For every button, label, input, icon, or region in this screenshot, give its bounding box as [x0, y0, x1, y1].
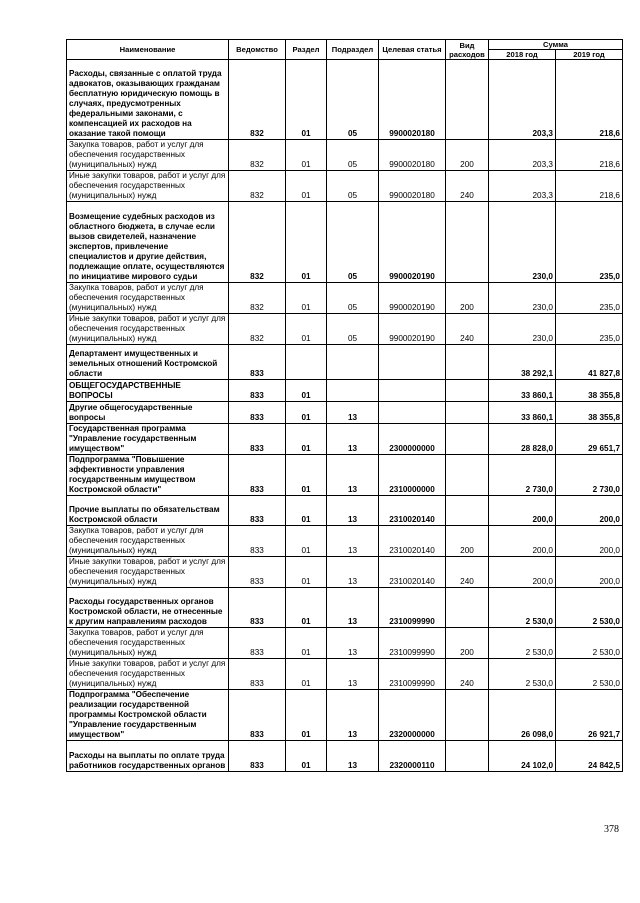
cell-2018: 230,0	[489, 283, 556, 314]
cell-2019: 24 842,5	[556, 741, 623, 772]
cell-2018: 200,0	[489, 526, 556, 557]
cell-name: Расходы на выплаты по оплате труда работников государственных органов	[67, 741, 229, 772]
cell-article: 2310020140	[379, 526, 446, 557]
cell-2018: 33 860,1	[489, 380, 556, 402]
col-header-subsection: Подраздел	[327, 40, 379, 60]
cell-subsection: 13	[327, 659, 379, 690]
cell-article: 9900020190	[379, 314, 446, 345]
cell-name: Возмещение судебных расходов из областного бюджета, в случае если вызов свидетелей, назначение экспертов, привлечение специалистов и другие действия, подлежащие оплате, осуществляются по инициативе мирового судьи	[67, 202, 229, 283]
cell-subsection: 05	[327, 283, 379, 314]
cell-article: 2310099990	[379, 659, 446, 690]
cell-2019: 41 827,8	[556, 345, 623, 380]
cell-2018: 203,3	[489, 171, 556, 202]
cell-2018: 230,0	[489, 202, 556, 283]
cell-expense-type	[446, 588, 489, 628]
cell-2018: 2 530,0	[489, 659, 556, 690]
cell-section	[286, 345, 327, 380]
table-row	[67, 140, 623, 171]
table-row	[67, 557, 623, 588]
col-header-section: Раздел	[286, 40, 327, 60]
cell-expense-type	[446, 380, 489, 402]
col-header-2019: 2019 год	[556, 50, 623, 60]
cell-subsection: 13	[327, 588, 379, 628]
cell-2018: 28 828,0	[489, 424, 556, 455]
cell-expense-type	[446, 455, 489, 496]
cell-dept: 833	[229, 557, 286, 588]
table-row	[67, 283, 623, 314]
cell-section: 01	[286, 588, 327, 628]
cell-section: 01	[286, 380, 327, 402]
cell-article: 2310099990	[379, 628, 446, 659]
cell-article: 2310000000	[379, 455, 446, 496]
cell-expense-type: 240	[446, 171, 489, 202]
page-number: 378	[604, 824, 619, 835]
cell-name: Подпрограмма "Повышение эффективности управления государственным имуществом Костромской области"	[67, 455, 229, 496]
cell-name: Государственная программа "Управление государственным имуществом"	[67, 424, 229, 455]
table-row	[67, 380, 623, 402]
table-row	[67, 202, 623, 283]
table-row	[67, 60, 623, 140]
cell-2019: 235,0	[556, 202, 623, 283]
table-body	[67, 60, 623, 772]
table-row	[67, 345, 623, 380]
cell-subsection: 05	[327, 60, 379, 140]
cell-section: 01	[286, 283, 327, 314]
cell-expense-type	[446, 690, 489, 741]
cell-section: 01	[286, 424, 327, 455]
cell-dept: 832	[229, 283, 286, 314]
cell-subsection: 13	[327, 628, 379, 659]
cell-name: Закупка товаров, работ и услуг для обеспечения государственных (муниципальных) нужд	[67, 628, 229, 659]
cell-name: Закупка товаров, работ и услуг для обеспечения государственных (муниципальных) нужд	[67, 140, 229, 171]
table-row	[67, 424, 623, 455]
cell-2019: 2 530,0	[556, 659, 623, 690]
table-row	[67, 496, 623, 526]
cell-subsection: 13	[327, 424, 379, 455]
cell-dept: 832	[229, 60, 286, 140]
cell-subsection	[327, 380, 379, 402]
cell-2018: 26 098,0	[489, 690, 556, 741]
table-row	[67, 741, 623, 772]
cell-subsection: 13	[327, 455, 379, 496]
cell-name: Иные закупки товаров, работ и услуг для обеспечения государственных (муниципальных) нужд	[67, 659, 229, 690]
col-header-expense-type: Вид расходов	[446, 40, 489, 60]
table-row	[67, 314, 623, 345]
cell-subsection: 05	[327, 140, 379, 171]
cell-2019: 218,6	[556, 171, 623, 202]
cell-2019: 235,0	[556, 283, 623, 314]
cell-2019: 38 355,8	[556, 402, 623, 424]
cell-article: 2300000000	[379, 424, 446, 455]
cell-subsection: 13	[327, 690, 379, 741]
cell-2018: 2 530,0	[489, 628, 556, 659]
cell-section: 01	[286, 60, 327, 140]
cell-dept: 833	[229, 588, 286, 628]
cell-2018: 2 530,0	[489, 588, 556, 628]
col-header-dept: Ведомство	[229, 40, 286, 60]
cell-name: Иные закупки товаров, работ и услуг для обеспечения государственных (муниципальных) нужд	[67, 314, 229, 345]
cell-2019: 235,0	[556, 314, 623, 345]
cell-2019: 218,6	[556, 140, 623, 171]
cell-article: 9900020190	[379, 202, 446, 283]
cell-subsection: 13	[327, 526, 379, 557]
cell-name: Подпрограмма "Обеспечение реализации государственной программы Костромской области "Управление государственным имуществом"	[67, 690, 229, 741]
cell-2018: 33 860,1	[489, 402, 556, 424]
cell-section: 01	[286, 455, 327, 496]
cell-dept: 833	[229, 496, 286, 526]
cell-dept: 833	[229, 526, 286, 557]
cell-section: 01	[286, 314, 327, 345]
cell-subsection: 13	[327, 496, 379, 526]
table-header	[67, 40, 623, 60]
table-row	[67, 588, 623, 628]
table-row	[67, 659, 623, 690]
cell-name: Другие общегосударственные вопросы	[67, 402, 229, 424]
cell-section: 01	[286, 171, 327, 202]
cell-dept: 833	[229, 380, 286, 402]
cell-dept: 833	[229, 690, 286, 741]
cell-2019: 2 730,0	[556, 455, 623, 496]
cell-name: Департамент имущественных и земельных отношений Костромской области	[67, 345, 229, 380]
cell-dept: 832	[229, 140, 286, 171]
cell-expense-type	[446, 496, 489, 526]
table-row	[67, 690, 623, 741]
cell-subsection: 05	[327, 202, 379, 283]
cell-2018: 2 730,0	[489, 455, 556, 496]
cell-dept: 832	[229, 171, 286, 202]
cell-section: 01	[286, 202, 327, 283]
cell-expense-type	[446, 345, 489, 380]
cell-article: 9900020190	[379, 283, 446, 314]
cell-article: 2310099990	[379, 588, 446, 628]
cell-2019: 38 355,8	[556, 380, 623, 402]
cell-article: 2320000110	[379, 741, 446, 772]
cell-2018: 38 292,1	[489, 345, 556, 380]
cell-subsection: 05	[327, 314, 379, 345]
cell-section: 01	[286, 741, 327, 772]
cell-section: 01	[286, 557, 327, 588]
cell-name: Расходы, связанные с оплатой труда адвокатов, оказывающих гражданам бесплатную юридическую помощь в случаях, предусмотренных федеральными законами, с компенсацией их расходов на оказание такой помощи	[67, 60, 229, 140]
cell-section: 01	[286, 659, 327, 690]
cell-name: Закупка товаров, работ и услуг для обеспечения государственных (муниципальных) нужд	[67, 283, 229, 314]
cell-article: 9900020180	[379, 60, 446, 140]
cell-2018: 203,3	[489, 60, 556, 140]
cell-2019: 29 651,7	[556, 424, 623, 455]
col-header-sum: Сумма	[489, 40, 623, 50]
cell-dept: 833	[229, 741, 286, 772]
cell-name: Расходы государственных органов Костромской области, не отнесенные к другим направлениям расходов	[67, 588, 229, 628]
cell-2019: 2 530,0	[556, 588, 623, 628]
cell-2018: 203,3	[489, 140, 556, 171]
cell-2019: 2 530,0	[556, 628, 623, 659]
cell-section: 01	[286, 496, 327, 526]
cell-name: Закупка товаров, работ и услуг для обеспечения государственных (муниципальных) нужд	[67, 526, 229, 557]
cell-section: 01	[286, 526, 327, 557]
cell-expense-type: 240	[446, 314, 489, 345]
cell-dept: 833	[229, 455, 286, 496]
col-header-2018: 2018 год	[489, 50, 556, 60]
cell-2019: 218,6	[556, 60, 623, 140]
cell-subsection	[327, 345, 379, 380]
budget-table	[66, 39, 623, 772]
cell-expense-type: 200	[446, 628, 489, 659]
cell-dept: 833	[229, 659, 286, 690]
cell-expense-type: 200	[446, 140, 489, 171]
cell-section: 01	[286, 690, 327, 741]
cell-section: 01	[286, 140, 327, 171]
cell-expense-type: 200	[446, 526, 489, 557]
cell-2019: 200,0	[556, 526, 623, 557]
cell-article: 2310020140	[379, 496, 446, 526]
cell-section: 01	[286, 402, 327, 424]
cell-2019: 26 921,7	[556, 690, 623, 741]
cell-name: Иные закупки товаров, работ и услуг для обеспечения государственных (муниципальных) нужд	[67, 171, 229, 202]
cell-subsection: 13	[327, 557, 379, 588]
cell-subsection: 05	[327, 171, 379, 202]
cell-2018: 24 102,0	[489, 741, 556, 772]
cell-expense-type	[446, 424, 489, 455]
cell-dept: 833	[229, 345, 286, 380]
cell-dept: 832	[229, 314, 286, 345]
cell-expense-type	[446, 402, 489, 424]
table-row	[67, 628, 623, 659]
cell-article: 2320000000	[379, 690, 446, 741]
cell-dept: 832	[229, 202, 286, 283]
col-header-article: Целевая статья	[379, 40, 446, 60]
cell-expense-type: 200	[446, 283, 489, 314]
cell-expense-type	[446, 741, 489, 772]
cell-2019: 200,0	[556, 557, 623, 588]
table-row	[67, 526, 623, 557]
cell-subsection: 13	[327, 741, 379, 772]
cell-dept: 833	[229, 424, 286, 455]
cell-2018: 200,0	[489, 557, 556, 588]
cell-expense-type: 240	[446, 659, 489, 690]
cell-2018: 200,0	[489, 496, 556, 526]
table-row	[67, 402, 623, 424]
cell-article	[379, 380, 446, 402]
table-row	[67, 171, 623, 202]
cell-article: 9900020180	[379, 171, 446, 202]
cell-2019: 200,0	[556, 496, 623, 526]
cell-name: Прочие выплаты по обязательствам Костромской области	[67, 496, 229, 526]
cell-article	[379, 402, 446, 424]
cell-name: ОБЩЕГОСУДАРСТВЕННЫЕ ВОПРОСЫ	[67, 380, 229, 402]
cell-article: 9900020180	[379, 140, 446, 171]
cell-subsection: 13	[327, 402, 379, 424]
col-header-name: Наименование	[67, 40, 229, 60]
table-row	[67, 455, 623, 496]
cell-2018: 230,0	[489, 314, 556, 345]
cell-dept: 833	[229, 628, 286, 659]
cell-expense-type	[446, 202, 489, 283]
cell-section: 01	[286, 628, 327, 659]
cell-dept: 833	[229, 402, 286, 424]
cell-article: 2310020140	[379, 557, 446, 588]
cell-expense-type: 240	[446, 557, 489, 588]
cell-expense-type	[446, 60, 489, 140]
cell-article	[379, 345, 446, 380]
cell-name: Иные закупки товаров, работ и услуг для обеспечения государственных (муниципальных) нужд	[67, 557, 229, 588]
